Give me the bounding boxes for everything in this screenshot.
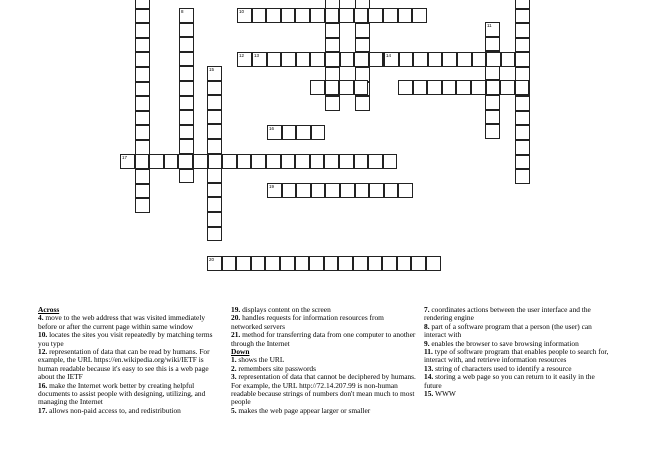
- grid-cell[interactable]: [398, 8, 413, 23]
- clue-number: 5.: [231, 405, 237, 415]
- clue-item: [38, 382, 218, 407]
- grid-cell[interactable]: [354, 52, 369, 67]
- grid-clue-number: 20: [209, 257, 215, 262]
- clue-text: WWW: [433, 389, 456, 399]
- grid-cell[interactable]: [135, 184, 150, 199]
- grid-cell[interactable]: [339, 80, 354, 95]
- grid-cell[interactable]: [369, 52, 384, 67]
- grid-cell[interactable]: [251, 256, 266, 271]
- grid-clue-number: 16: [269, 126, 275, 131]
- grid-cell[interactable]: [179, 23, 194, 38]
- grid-clue-number: 12: [239, 53, 245, 58]
- grid-clue-number: 10: [239, 9, 245, 14]
- grid-cell[interactable]: [311, 183, 326, 198]
- clue-text: handles requests for information resources from networked servers: [231, 313, 384, 331]
- grid-cell[interactable]: [135, 23, 150, 38]
- grid-cell[interactable]: [310, 154, 325, 169]
- grid-cell[interactable]: [135, 0, 150, 9]
- clue-text: locates the sites you visit repeatedly by matching terms you type: [38, 330, 213, 348]
- clue-item: [38, 314, 218, 331]
- grid-cell[interactable]: [355, 38, 370, 53]
- grid-cell[interactable]: [295, 256, 310, 271]
- grid-cell[interactable]: [340, 183, 355, 198]
- clue-number: 16.: [38, 380, 48, 390]
- grid-cell[interactable]: [515, 0, 530, 9]
- grid-cell[interactable]: [515, 169, 530, 184]
- grid-cell[interactable]: [179, 139, 194, 154]
- across-clue-list: [38, 314, 218, 415]
- grid-cell[interactable]: [515, 38, 530, 53]
- grid-cell[interactable]: [296, 183, 311, 198]
- clue-number: 4.: [38, 313, 44, 323]
- clue-text: part of a software program that a person (the user) can interact with: [424, 321, 592, 340]
- grid-cell[interactable]: [135, 198, 150, 213]
- grid-cell[interactable]: [427, 80, 442, 95]
- grid-cell[interactable]: [339, 154, 354, 169]
- grid-cell[interactable]: [295, 8, 310, 23]
- grid-cell[interactable]: [207, 110, 222, 125]
- grid-cell[interactable]: [193, 154, 208, 169]
- grid-cell[interactable]: [267, 125, 282, 140]
- grid-cell[interactable]: [207, 212, 222, 227]
- grid-cell[interactable]: [179, 125, 194, 140]
- grid-cell[interactable]: [383, 8, 398, 23]
- grid-cell[interactable]: [120, 154, 135, 169]
- grid-cell[interactable]: [515, 111, 530, 126]
- grid-cell[interactable]: [501, 52, 516, 67]
- grid-cell[interactable]: [179, 110, 194, 125]
- clue-number: 12.: [38, 347, 48, 357]
- grid-cell[interactable]: [324, 154, 339, 169]
- clue-item: [231, 314, 416, 331]
- grid-cell[interactable]: [325, 80, 340, 95]
- clue-text: make the Internet work better by creating helpful documents to assist people with designing, utilizing, and managing the Internet: [38, 380, 206, 407]
- grid-cell[interactable]: [515, 125, 530, 140]
- across-clue-list-cont: [231, 306, 416, 348]
- grid-cell[interactable]: [485, 110, 500, 125]
- down-clue-list: [231, 356, 416, 415]
- clue-number: 19.: [231, 305, 241, 314]
- grid-cell[interactable]: [325, 96, 340, 111]
- grid-cell[interactable]: [281, 52, 296, 67]
- grid-cell[interactable]: [412, 8, 427, 23]
- grid-clue-number: 13: [254, 53, 260, 58]
- grid-cell[interactable]: [515, 9, 530, 24]
- grid-cell[interactable]: [368, 154, 383, 169]
- grid-cell[interactable]: [384, 52, 399, 67]
- grid-clue-number: 17: [122, 155, 128, 160]
- grid-cell[interactable]: [207, 95, 222, 110]
- grid-cell[interactable]: [295, 154, 310, 169]
- grid-cell[interactable]: [280, 256, 295, 271]
- clue-item: [38, 348, 218, 382]
- clue-text: storing a web page so you can return to it easily in the future: [424, 372, 595, 390]
- clue-item: [424, 348, 612, 365]
- grid-cell[interactable]: [252, 52, 267, 67]
- grid-cell[interactable]: [397, 256, 412, 271]
- grid-cell[interactable]: [267, 52, 282, 67]
- clue-text: shows the URL: [236, 355, 285, 365]
- grid-cell[interactable]: [355, 183, 370, 198]
- grid-cell[interactable]: [207, 66, 222, 81]
- grid-cell[interactable]: [135, 67, 150, 82]
- clue-item: [231, 373, 416, 407]
- down-clue-list-cont: [424, 306, 612, 398]
- grid-cell[interactable]: [179, 37, 194, 52]
- grid-cell[interactable]: [135, 96, 150, 111]
- grid-cell[interactable]: [178, 154, 193, 169]
- grid-cell[interactable]: [135, 52, 150, 67]
- clue-text: method for transferring data from one computer to another through the Internet: [231, 330, 416, 348]
- grid-cell[interactable]: [456, 80, 471, 95]
- clue-text: displays content on the screen: [240, 305, 331, 314]
- clue-number: 11.: [424, 347, 433, 357]
- clue-text: type of software program that enables people to search for, interact with, and retrieve information resources: [424, 347, 609, 365]
- grid-cell[interactable]: [500, 80, 515, 95]
- clue-number: 3.: [231, 372, 237, 382]
- clue-number: 17.: [38, 405, 48, 415]
- grid-cell[interactable]: [179, 66, 194, 81]
- clue-number: 10.: [38, 330, 48, 340]
- grid-cell[interactable]: [325, 23, 340, 38]
- clue-text: makes the web page appear larger or smaller: [236, 405, 371, 415]
- grid-clue-number: 19: [269, 184, 275, 189]
- grid-cell[interactable]: [485, 95, 500, 110]
- grid-clue-number: 14: [386, 53, 392, 58]
- grid-cell[interactable]: [207, 124, 222, 139]
- grid-cell[interactable]: [369, 183, 384, 198]
- grid-cell[interactable]: [411, 256, 426, 271]
- grid-cell[interactable]: [486, 52, 501, 67]
- grid-cell[interactable]: [208, 154, 223, 169]
- grid-cell[interactable]: [486, 80, 501, 95]
- grid-cell[interactable]: [282, 183, 297, 198]
- grid-cell[interactable]: [296, 125, 311, 140]
- grid-cell[interactable]: [310, 8, 325, 23]
- grid-cell[interactable]: [485, 22, 500, 37]
- grid-cell[interactable]: [472, 52, 487, 67]
- grid-cell[interactable]: [207, 183, 222, 198]
- clue-number: 9.: [424, 338, 430, 348]
- grid-cell[interactable]: [368, 8, 383, 23]
- grid-cell[interactable]: [207, 256, 222, 271]
- grid-cell[interactable]: [207, 139, 222, 154]
- clue-number: 14.: [424, 372, 434, 382]
- grid-cell[interactable]: [325, 38, 340, 53]
- grid-cell[interactable]: [384, 183, 399, 198]
- grid-cell[interactable]: [309, 256, 324, 271]
- clue-item: [231, 331, 416, 348]
- grid-cell[interactable]: [135, 111, 150, 126]
- grid-cell[interactable]: [485, 124, 500, 139]
- clue-number: 20.: [231, 313, 241, 323]
- grid-cell[interactable]: [353, 256, 368, 271]
- grid-cell[interactable]: [355, 96, 370, 111]
- grid-cell[interactable]: [310, 80, 325, 95]
- grid-cell[interactable]: [135, 9, 150, 24]
- grid-cell[interactable]: [266, 154, 281, 169]
- grid-cell[interactable]: [267, 183, 282, 198]
- grid-cell[interactable]: [222, 154, 237, 169]
- grid-cell[interactable]: [310, 52, 325, 67]
- grid-cell[interactable]: [207, 168, 222, 183]
- clue-item: [424, 323, 612, 340]
- grid-cell[interactable]: [236, 256, 251, 271]
- grid-cell[interactable]: [413, 52, 428, 67]
- clue-number: 2.: [231, 363, 237, 373]
- clue-text: representation of data that can be read by humans. For example, the URL https://en.wikipedia.org/wiki/IETF is human readable because it's easy to see this is a web page about the IETF: [38, 347, 210, 382]
- grid-cell[interactable]: [515, 96, 530, 111]
- clue-text: string of characters used to identify a resource: [433, 363, 572, 373]
- clue-text: representation of data that cannot be deciphered by humans. For example, the URL http://72.14.207.99 is non-human readable because strings of numbers don't mean much to most people: [231, 372, 416, 407]
- clue-item: [38, 407, 218, 415]
- grid-cell[interactable]: [515, 155, 530, 170]
- clue-column-2: [231, 306, 416, 415]
- grid-cell[interactable]: [135, 140, 150, 155]
- grid-cell[interactable]: [179, 8, 194, 23]
- grid-cell[interactable]: [237, 154, 252, 169]
- clue-column-3: [424, 306, 612, 398]
- grid-cell[interactable]: [311, 125, 326, 140]
- clue-number: 15.: [424, 389, 434, 399]
- grid-cell[interactable]: [237, 52, 252, 67]
- clue-column-1: [38, 306, 218, 415]
- clue-item: [38, 331, 218, 348]
- grid-cell[interactable]: [252, 8, 267, 23]
- grid-cell[interactable]: [222, 256, 237, 271]
- grid-cell[interactable]: [442, 80, 457, 95]
- clue-number: 7.: [424, 305, 430, 314]
- grid-cell[interactable]: [471, 80, 486, 95]
- grid-cell[interactable]: [354, 154, 369, 169]
- grid-cell[interactable]: [266, 8, 281, 23]
- grid-cell[interactable]: [164, 154, 179, 169]
- grid-cell[interactable]: [354, 80, 369, 95]
- grid-cell[interactable]: [383, 154, 398, 169]
- grid-cell[interactable]: [354, 8, 369, 23]
- clue-text: coordinates actions between the user interface and the rendering engine: [424, 305, 591, 323]
- grid-cell[interactable]: [179, 52, 194, 67]
- grid-cell[interactable]: [413, 80, 428, 95]
- grid-cell[interactable]: [382, 256, 397, 271]
- grid-cell[interactable]: [237, 8, 252, 23]
- grid-cell[interactable]: [339, 8, 354, 23]
- clue-text: allows non-paid access to, and redistribution: [47, 405, 181, 415]
- clue-item: [424, 306, 612, 323]
- grid-cell[interactable]: [135, 38, 150, 53]
- grid-clue-number: 15: [209, 67, 215, 72]
- grid-cell[interactable]: [207, 197, 222, 212]
- grid-cell[interactable]: [355, 23, 370, 38]
- grid-cell[interactable]: [515, 80, 530, 95]
- grid-cell[interactable]: [296, 52, 311, 67]
- grid-cell[interactable]: [485, 66, 500, 81]
- grid-cell[interactable]: [325, 183, 340, 198]
- down-heading: Down: [231, 347, 250, 357]
- grid-cell[interactable]: [325, 8, 340, 23]
- grid-cell[interactable]: [265, 256, 280, 271]
- grid-cell[interactable]: [149, 154, 164, 169]
- across-heading: Across: [38, 305, 60, 314]
- grid-cell[interactable]: [179, 96, 194, 111]
- grid-cell[interactable]: [428, 52, 443, 67]
- grid-cell[interactable]: [515, 52, 530, 67]
- grid-cell[interactable]: [399, 52, 414, 67]
- grid-cell[interactable]: [281, 154, 296, 169]
- grid-cell[interactable]: [281, 8, 296, 23]
- grid-cell[interactable]: [340, 52, 355, 67]
- grid-cell[interactable]: [485, 37, 500, 52]
- grid-cell[interactable]: [207, 81, 222, 96]
- clue-number: 1.: [231, 355, 237, 365]
- grid-cell[interactable]: [457, 52, 472, 67]
- clue-number: 21.: [231, 330, 241, 340]
- grid-cell[interactable]: [179, 81, 194, 96]
- grid-cell[interactable]: [207, 227, 222, 242]
- grid-cell[interactable]: [368, 256, 383, 271]
- clue-item: [231, 407, 416, 415]
- clue-text: move to the web address that was visited immediately before or after the current page within same window: [38, 313, 206, 331]
- grid-cell[interactable]: [325, 52, 340, 67]
- grid-cell[interactable]: [426, 256, 441, 271]
- clue-item: [424, 390, 612, 398]
- grid-cell[interactable]: [398, 183, 413, 198]
- clue-item: [424, 373, 612, 390]
- grid-cell[interactable]: [282, 125, 297, 140]
- grid-cell[interactable]: [135, 154, 150, 169]
- grid-cell[interactable]: [251, 154, 266, 169]
- grid-cell[interactable]: [338, 256, 353, 271]
- clue-text: enables the browser to save browsing information: [429, 338, 579, 348]
- clue-text: remembers site passwords: [236, 363, 316, 373]
- grid-cell[interactable]: [135, 125, 150, 140]
- grid-cell[interactable]: [135, 82, 150, 97]
- grid-cell[interactable]: [442, 52, 457, 67]
- grid-clue-number: 8: [181, 9, 184, 14]
- grid-cell[interactable]: [324, 256, 339, 271]
- clue-number: 8.: [424, 321, 430, 331]
- grid-cell[interactable]: [515, 140, 530, 155]
- grid-cell[interactable]: [135, 169, 150, 184]
- grid-cell[interactable]: [515, 23, 530, 38]
- clue-number: 13.: [424, 363, 434, 373]
- grid-clue-number: 11: [487, 23, 492, 28]
- grid-cell[interactable]: [179, 169, 194, 184]
- grid-cell[interactable]: [398, 80, 413, 95]
